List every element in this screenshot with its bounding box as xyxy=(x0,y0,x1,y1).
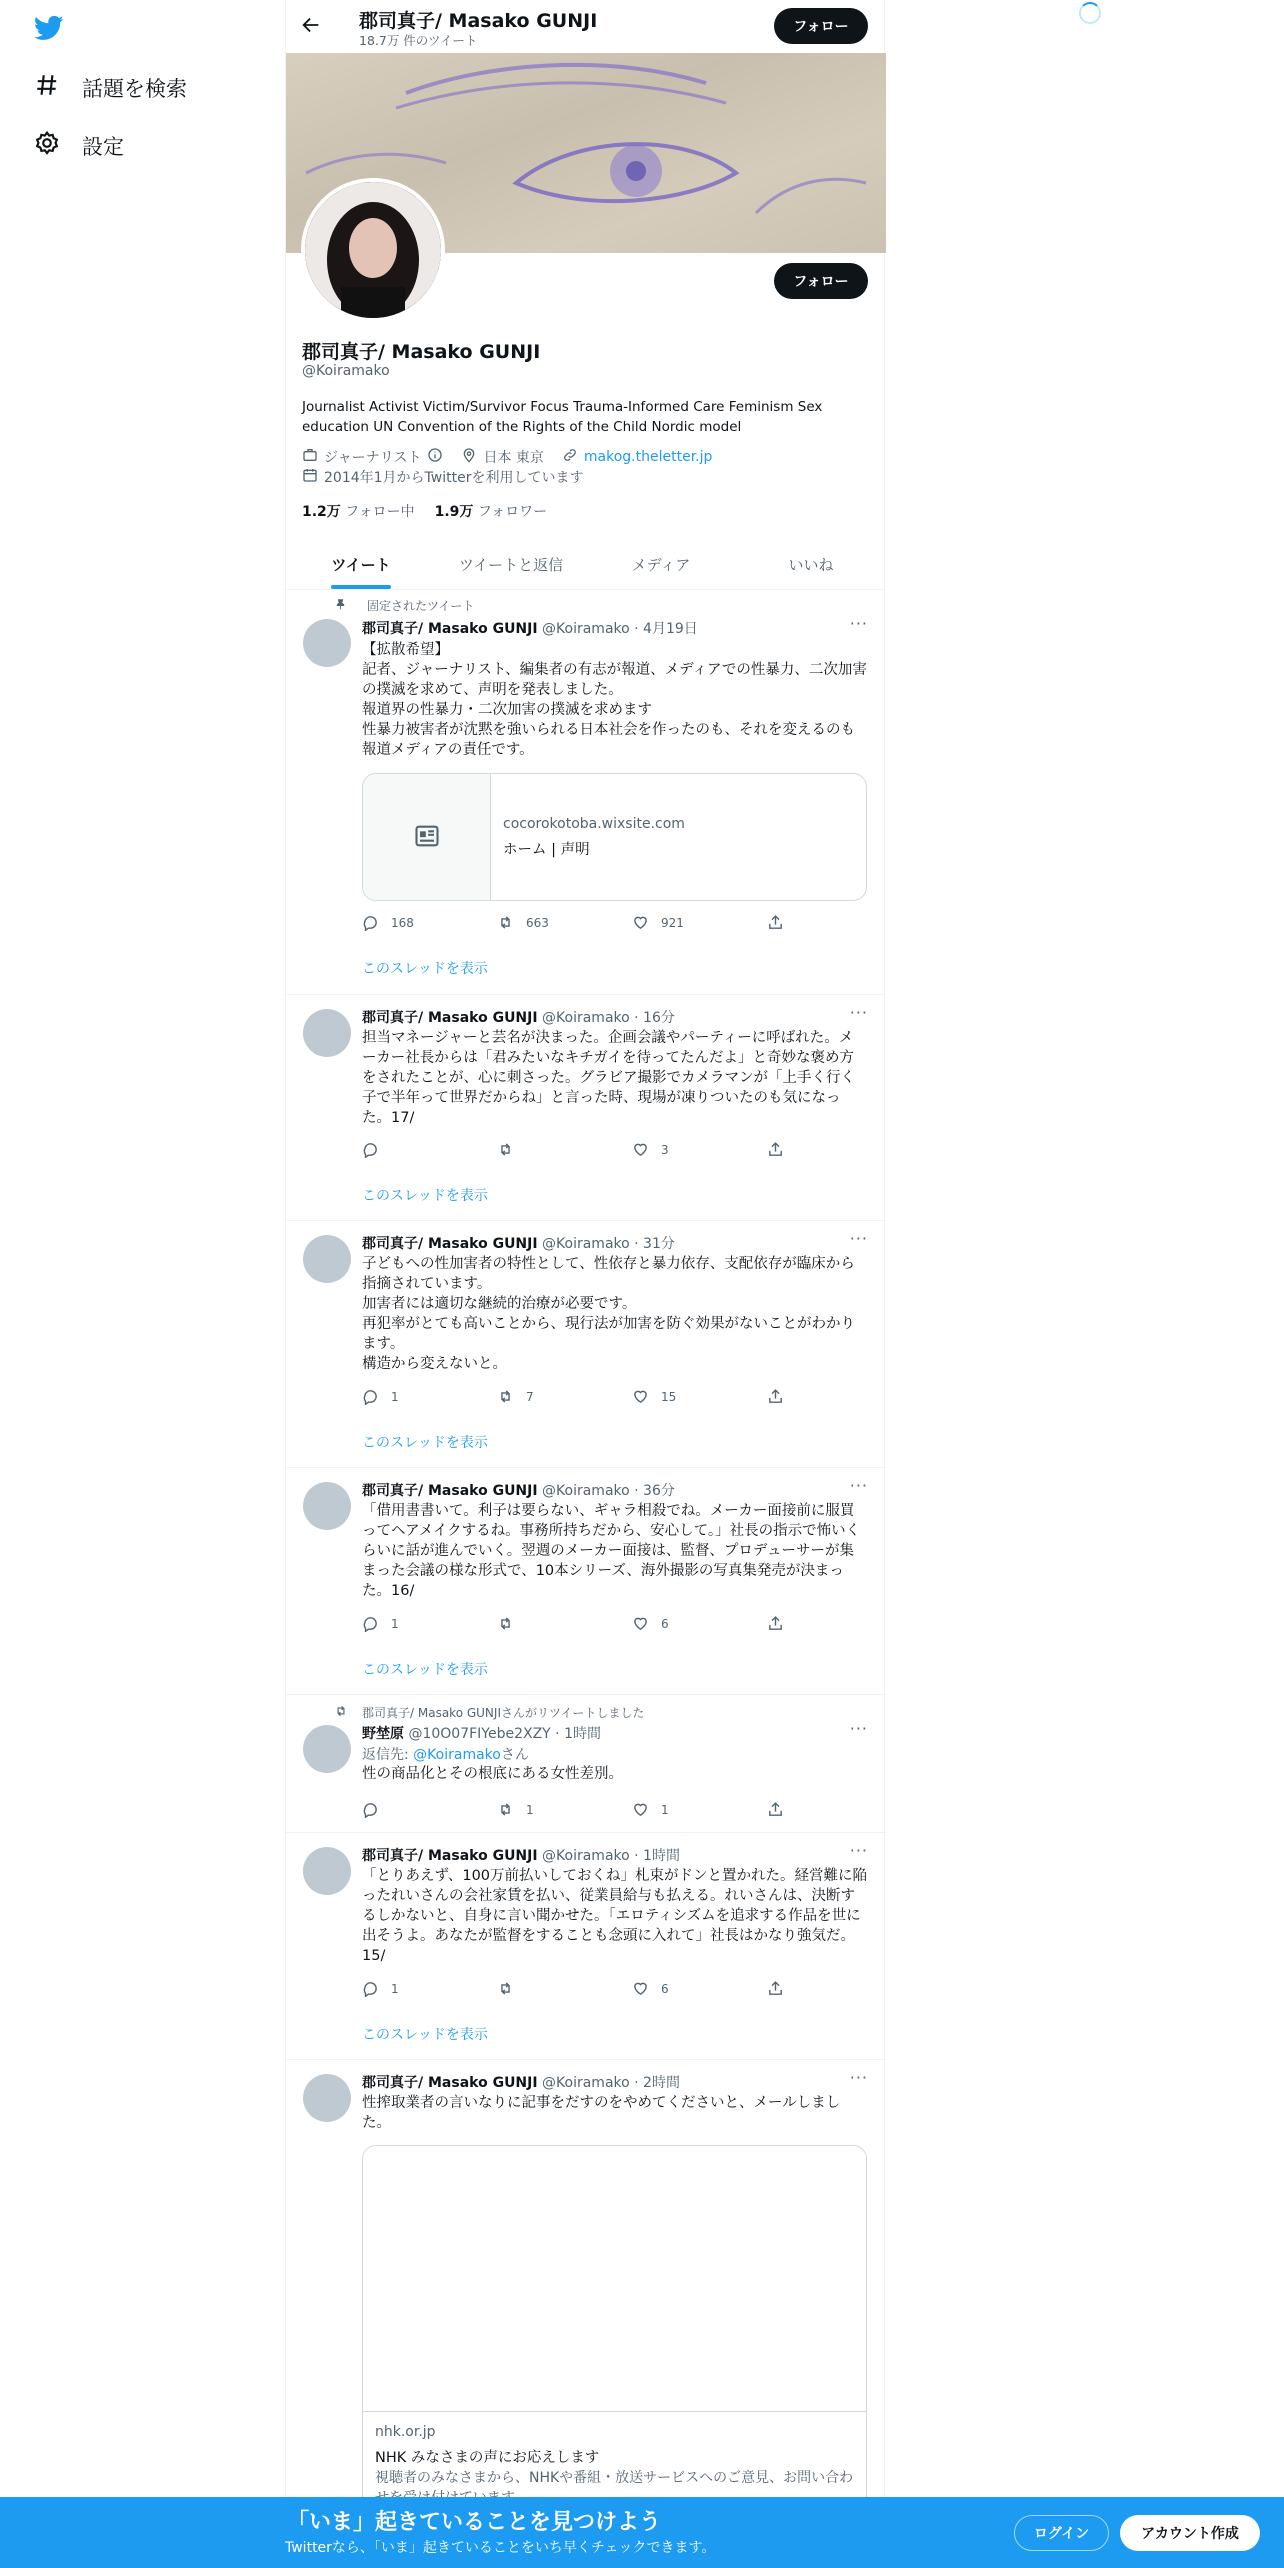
sidebar-item-label: 設定 xyxy=(82,134,124,159)
tweet-actions xyxy=(362,1615,782,1635)
show-thread-link[interactable]: このスレッドを表示 xyxy=(362,1188,488,1204)
heart-icon xyxy=(632,1388,649,1405)
tweet-author-name[interactable]: 郡司真子/ Masako GUNJI xyxy=(362,1010,538,1026)
reply-icon xyxy=(362,1615,379,1632)
show-thread-link[interactable]: このスレッドを表示 xyxy=(362,2027,488,2043)
reply-count: 168 xyxy=(391,915,414,930)
article-icon xyxy=(413,822,441,854)
briefcase-icon xyxy=(302,447,318,467)
more-options-icon[interactable]: ··· xyxy=(849,2068,868,2087)
tweet-text: 「とりあえず、100万前払いしておくね」札束がドンと置かれた。経営難に陥ったれいさんの会社家賃を払い、従業員給与も払える。れいさんは、決断するしかないと、自身に言い聞かせた。「エロティシズムを追求する作品を世に出そうよ。あなたが監督をすることも念頭に入れて」社長はかなり強気だ。 15/ xyxy=(362,1868,868,1964)
sidebar-item-settings[interactable] xyxy=(34,130,124,161)
tab-tweets[interactable]: ツイート xyxy=(286,540,436,589)
heart-icon xyxy=(632,914,649,931)
card-title: ホーム | 声明 xyxy=(503,842,590,858)
following-label: フォロー中 xyxy=(345,504,415,520)
show-thread-link[interactable]: このスレッドを表示 xyxy=(362,1435,488,1451)
retweet-button[interactable] xyxy=(497,914,549,931)
tweet-author-name[interactable]: 郡司真子/ Masako GUNJI xyxy=(362,1483,538,1499)
more-options-icon[interactable]: ··· xyxy=(849,1476,868,1495)
retweet-icon xyxy=(497,1801,514,1818)
pinned-context xyxy=(334,597,474,614)
like-count: 3 xyxy=(661,1142,669,1157)
profile-meta-row xyxy=(302,447,712,467)
like-button[interactable] xyxy=(632,914,684,931)
tweet-author-name[interactable]: 郡司真子/ Masako GUNJI xyxy=(362,1236,538,1252)
tweet-header xyxy=(362,2072,680,2092)
like-count: 6 xyxy=(661,1981,669,1996)
like-count: 15 xyxy=(661,1389,677,1404)
share-icon xyxy=(767,1141,784,1158)
tweet-avatar[interactable] xyxy=(303,1482,351,1530)
profile-tabs xyxy=(286,540,886,590)
like-button[interactable] xyxy=(632,1388,676,1405)
like-button[interactable] xyxy=(632,1141,669,1158)
tab-likes[interactable]: いいね xyxy=(788,556,834,574)
profile-follow-button[interactable]: フォロー xyxy=(774,263,868,299)
tweet-actions xyxy=(362,1801,782,1821)
header-name: 郡司真子/ Masako GUNJI xyxy=(359,10,598,32)
tweet-meta[interactable]: @Koiramako · 4月19日 xyxy=(542,621,698,637)
retweet-button[interactable] xyxy=(497,1388,534,1405)
more-options-icon[interactable]: ··· xyxy=(849,1841,868,1860)
tweet-text: 性搾取業者の言いなりに記事をだすのをやめてくださいと、メールしました。 xyxy=(362,2095,841,2131)
retweet-icon xyxy=(497,914,514,931)
share-button[interactable] xyxy=(767,1801,784,1818)
followers-label: フォロワー xyxy=(477,504,548,520)
profile-bio: Journalist Activist Victim/Survivor Focus Trauma-Informed Care Feminism Sex education UN Convention of the Rights of the Child Nordic model xyxy=(302,399,823,435)
share-button[interactable] xyxy=(767,1388,784,1405)
loading-spinner-icon xyxy=(1079,2,1101,24)
tweet-actions xyxy=(362,1980,782,2000)
tweet-header xyxy=(362,1845,680,1865)
reply-icon xyxy=(362,1801,379,1818)
reply-button[interactable] xyxy=(362,1615,399,1632)
like-button[interactable] xyxy=(632,1615,669,1632)
reply-to-line xyxy=(362,1744,529,1764)
retweet-icon xyxy=(497,1615,514,1632)
retweet-button[interactable] xyxy=(497,1141,526,1158)
profile-avatar[interactable] xyxy=(301,178,445,322)
share-icon xyxy=(767,1388,784,1405)
signup-subtext: Twitterなら、「いま」起きていることをいち早くチェックできます。 xyxy=(285,2540,716,2556)
reply-to-handle[interactable]: @Koiramako xyxy=(413,1747,501,1763)
profile-joined-row xyxy=(302,467,583,487)
tweet-actions xyxy=(362,914,782,934)
pin-icon xyxy=(334,598,347,614)
main-column xyxy=(285,0,885,2568)
tweet-actions xyxy=(362,1388,782,1408)
tab-tweets-and-replies[interactable]: ツイートと返信 xyxy=(458,556,564,574)
more-options-icon[interactable]: ··· xyxy=(849,1003,868,1022)
heart-icon xyxy=(632,1801,649,1818)
card-description: 視聴者のみなさまから、NHKや番組・放送サービスへのご意見、お問い合わ xyxy=(375,2470,854,2486)
profile-url-link[interactable]: makog.theletter.jp xyxy=(583,449,713,465)
like-button[interactable] xyxy=(632,1980,669,1997)
twitter-logo-icon[interactable] xyxy=(32,13,66,43)
tweet-actions xyxy=(362,1141,782,1161)
tweet-author-name[interactable]: 郡司真子/ Masako GUNJI xyxy=(362,621,538,637)
profile-category: ジャーナリスト xyxy=(324,450,422,466)
reply-icon xyxy=(362,1388,379,1405)
share-icon xyxy=(767,1801,784,1818)
tweet-text: 子どもへの性加害者の特性として、性依存と暴力依存、支配依存が臨床から指摘されています。 加害者には適切な継続的治療が必要です。 再犯率がとても高いことから、現行法が加害を防ぐ効果がないことがわかります。 構造から変えないと。 xyxy=(362,1256,855,1372)
reply-button[interactable] xyxy=(362,914,414,931)
retweet-button[interactable] xyxy=(497,1615,526,1632)
gear-icon xyxy=(34,130,60,161)
tweet-meta[interactable]: @Koiramako · 16分 xyxy=(542,1010,675,1026)
signup-headline: 「いま」起きていることを見つけよう xyxy=(287,2510,662,2535)
tweet[interactable] xyxy=(286,2060,886,2568)
reply-count: 1 xyxy=(391,1389,399,1404)
like-count: 1 xyxy=(661,1802,669,1817)
share-icon xyxy=(767,1980,784,1997)
followers-count: 1.9万 xyxy=(434,504,474,520)
share-icon xyxy=(767,1615,784,1632)
tweet-text: 【拡散希望】 記者、ジャーナリスト、編集者の有志が報道、メディアでの性暴力、二次加害の撲滅を求めて、声明を発表しました。 報道界の性暴力・二次加害の撲滅を求めます 性暴力被害者が沈黙を強いられる日本社会を作ったのも、それを変えるのも報道メディアの責任です。 xyxy=(362,642,867,758)
tweet[interactable] xyxy=(286,1221,886,1468)
header-follow-button[interactable]: フォロー xyxy=(774,8,868,44)
reply-icon xyxy=(362,1980,379,1997)
profile-handle: @Koiramako xyxy=(302,363,390,379)
card-thumbnail xyxy=(363,774,491,901)
tweet-header xyxy=(362,1480,675,1500)
profile-name: 郡司真子/ Masako GUNJI xyxy=(302,341,541,363)
location-pin-icon xyxy=(461,447,477,467)
card-domain: cocorokotoba.wixsite.com xyxy=(503,816,685,832)
like-button[interactable] xyxy=(632,1801,669,1818)
card-image xyxy=(363,2146,867,2412)
tweet-text: 「借用書書いて。利子は要らない、ギャラ相殺でね。メーカー面接前に服買ってヘアメイクするね。事務所持ちだから、安心して。」社長の指示で怖いくらいに話が進んでいく。翌週のメーカー面接は、監督、プロデューサーが集まった会議の様な形式で、10本シリーズ、海外撮影の写真集発売が決まった。16/ xyxy=(362,1503,861,1599)
card-title: NHK みなさまの声にお応えします xyxy=(375,2450,600,2466)
reply-count: 1 xyxy=(391,1616,399,1631)
like-count: 921 xyxy=(661,915,684,930)
following-count: 1.2万 xyxy=(302,504,341,520)
retweet-button[interactable] xyxy=(497,1801,534,1818)
reply-to-suffix: さん xyxy=(500,1747,529,1763)
retweet-button[interactable] xyxy=(497,1980,526,1997)
share-button[interactable] xyxy=(767,1980,784,1997)
tweet-avatar[interactable] xyxy=(303,1847,351,1895)
sidebar-item-label: 話題を検索 xyxy=(82,76,187,101)
profile-location: 日本 東京 xyxy=(483,450,544,466)
tweet-header xyxy=(362,1233,675,1253)
share-button[interactable] xyxy=(767,1615,784,1632)
link-card[interactable] xyxy=(362,773,867,901)
profile-joined: 2014年1月からTwitterを利用しています xyxy=(324,470,584,486)
share-button[interactable] xyxy=(767,914,784,931)
tweet[interactable] xyxy=(286,995,886,1221)
more-options-icon[interactable]: ··· xyxy=(849,1229,868,1248)
retweet-icon xyxy=(497,1141,514,1158)
pinned-label: 固定されたツイート xyxy=(367,599,475,613)
info-icon[interactable] xyxy=(427,447,443,467)
tweet[interactable] xyxy=(286,1468,886,1695)
share-button[interactable] xyxy=(767,1141,784,1158)
tweet-header xyxy=(362,618,698,638)
tweet[interactable] xyxy=(286,1695,886,1833)
header-tweet-count: 18.7万 件のツイート xyxy=(359,33,478,48)
tweet-author-name[interactable]: 郡司真子/ Masako GUNJI xyxy=(362,2075,538,2091)
followers-stat[interactable] xyxy=(435,501,548,521)
show-thread-link[interactable]: このスレッドを表示 xyxy=(362,961,488,977)
more-options-icon[interactable]: ··· xyxy=(849,1719,868,1738)
tweet-avatar[interactable] xyxy=(303,1009,351,1057)
reply-button[interactable] xyxy=(362,1980,399,1997)
tweet-avatar[interactable] xyxy=(303,2074,351,2122)
back-arrow-icon[interactable] xyxy=(300,14,326,40)
reply-count: 1 xyxy=(391,1981,399,1996)
retweet-count: 663 xyxy=(526,915,549,930)
tweet-header xyxy=(362,1007,675,1027)
profile-stats xyxy=(302,501,547,521)
tweet-meta[interactable]: @Koiramako · 2時間 xyxy=(542,2075,680,2091)
retweet-context xyxy=(334,1704,644,1721)
reply-button[interactable] xyxy=(362,1388,399,1405)
more-options-icon[interactable]: ··· xyxy=(849,614,868,633)
heart-icon xyxy=(632,1615,649,1632)
login-button[interactable]: ログイン xyxy=(1014,2515,1109,2551)
retweet-count: 7 xyxy=(526,1389,534,1404)
retweet-context-icon xyxy=(334,1704,348,1721)
sidebar-item-explore[interactable] xyxy=(34,72,187,103)
signup-banner xyxy=(0,2497,1284,2568)
tweet-meta[interactable]: @Koiramako · 31分 xyxy=(542,1236,675,1252)
retweet-icon xyxy=(497,1980,514,1997)
tweet-meta[interactable]: @Koiramako · 36分 xyxy=(542,1483,675,1499)
tweet-meta[interactable]: @Koiramako · 1時間 xyxy=(542,1848,680,1864)
tweet-text: 性の商品化とその根底にある女性差別。 xyxy=(362,1766,623,1782)
tweet-meta[interactable]: @10O07FIYebe2XZY · 1時間 xyxy=(408,1726,601,1742)
retweet-icon xyxy=(497,1388,514,1405)
tweet-header xyxy=(362,1723,601,1743)
link-icon xyxy=(562,447,578,467)
tweet-author-name[interactable]: 野埜原 xyxy=(362,1726,404,1742)
reply-icon xyxy=(362,914,379,931)
tweet-avatar[interactable] xyxy=(303,619,351,667)
signup-button[interactable]: アカウント作成 xyxy=(1120,2515,1260,2551)
reply-icon xyxy=(362,1141,379,1158)
like-count: 6 xyxy=(661,1616,669,1631)
calendar-icon xyxy=(302,467,318,487)
share-icon xyxy=(767,914,784,931)
heart-icon xyxy=(632,1141,649,1158)
tab-media[interactable]: メディア xyxy=(631,556,691,574)
retweet-count: 1 xyxy=(526,1802,534,1817)
hashtag-icon xyxy=(34,72,60,103)
reply-button[interactable] xyxy=(362,1801,391,1818)
reply-to-prefix: 返信先: xyxy=(362,1747,414,1763)
tweet-text: 担当マネージャーと芸名が決まった。企画会議やパーティーに呼ばれた。メーカー社長からは「君みたいなキチガイを待ってたんだよ」と奇妙な褒め方をされたことが、心に刺さった。グラビア撮影でカメラマンが「上手く行く子で半年って世界だからね」と言った時、現場が凍りついたのも気になった。17/ xyxy=(362,1030,855,1126)
tweet-author-name[interactable]: 郡司真子/ Masako GUNJI xyxy=(362,1848,538,1864)
tweet[interactable] xyxy=(286,1833,886,2060)
reply-button[interactable] xyxy=(362,1141,391,1158)
following-stat[interactable] xyxy=(302,501,415,521)
retweet-context-label[interactable]: 郡司真子/ Masako GUNJIさんがリツイートしました xyxy=(362,1706,645,1720)
show-thread-link[interactable]: このスレッドを表示 xyxy=(362,1662,488,1678)
tweet[interactable] xyxy=(286,590,886,995)
tweet-avatar[interactable] xyxy=(303,1725,351,1773)
tweet-avatar[interactable] xyxy=(303,1235,351,1283)
heart-icon xyxy=(632,1980,649,1997)
card-domain: nhk.or.jp xyxy=(375,2424,436,2440)
